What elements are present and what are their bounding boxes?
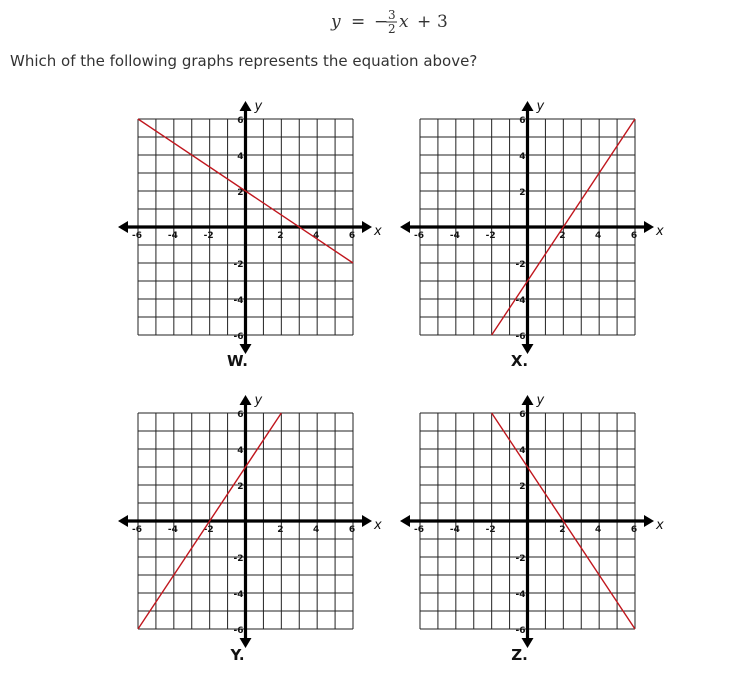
x-axis-arrow-right xyxy=(644,515,654,527)
graph-label: Y. xyxy=(230,646,245,664)
y-tick-label: -6 xyxy=(233,626,244,636)
x-tick-label: -4 xyxy=(449,525,460,535)
y-tick-label: 4 xyxy=(519,446,526,456)
x-tick-label: -4 xyxy=(167,525,178,535)
y-axis-label: y xyxy=(536,99,545,114)
equation-denominator: 2 xyxy=(388,22,396,36)
y-axis-arrow-up xyxy=(240,101,252,111)
x-tick-label: 4 xyxy=(313,231,320,241)
x-tick-label: 4 xyxy=(595,525,602,535)
y-tick-label: 4 xyxy=(519,152,526,162)
y-axis-arrow-up xyxy=(522,395,534,405)
equation-plus: + xyxy=(417,12,432,32)
graph-label: Z. xyxy=(511,646,528,664)
y-axis-label: y xyxy=(536,393,545,408)
question-text: Which of the following graphs represents the equation above? xyxy=(10,52,478,70)
equation-lhs: y xyxy=(331,12,341,32)
x-axis-arrow-left xyxy=(118,221,128,233)
y-axis-label: y xyxy=(254,393,263,408)
x-tick-label: 6 xyxy=(348,525,356,535)
x-tick-label: 2 xyxy=(559,525,566,535)
y-tick-label: 6 xyxy=(237,410,244,420)
y-axis-label: y xyxy=(254,99,263,114)
x-axis-arrow-right xyxy=(362,515,372,527)
y-tick-label: 4 xyxy=(237,152,244,162)
x-tick-label: -6 xyxy=(414,231,424,241)
equation-variable: x xyxy=(399,12,409,32)
x-axis-label: x xyxy=(656,518,664,533)
x-tick-label: -4 xyxy=(167,231,178,241)
x-tick-label: -2 xyxy=(485,231,496,241)
y-axis-arrow-up xyxy=(240,395,252,405)
y-tick-label: 2 xyxy=(519,188,526,198)
x-tick-label: -2 xyxy=(203,231,214,241)
y-tick-label: -6 xyxy=(515,332,526,342)
graph-svg xyxy=(397,392,662,664)
graph-z[interactable] xyxy=(397,392,662,664)
x-axis-label: x xyxy=(656,224,664,239)
x-tick-label: -2 xyxy=(485,525,496,535)
y-tick-label: 4 xyxy=(237,446,244,456)
y-tick-label: -2 xyxy=(233,554,244,564)
x-tick-label: -6 xyxy=(132,525,142,535)
x-tick-label: -2 xyxy=(203,525,214,535)
y-tick-label: 2 xyxy=(519,482,526,492)
x-tick-label: 4 xyxy=(313,525,320,535)
graph-w[interactable] xyxy=(115,98,380,370)
equation-sign: − xyxy=(374,12,389,32)
y-tick-label: 2 xyxy=(237,188,244,198)
x-tick-label: 2 xyxy=(559,231,566,241)
x-tick-label: -4 xyxy=(449,231,460,241)
y-tick-label: -6 xyxy=(233,332,244,342)
x-tick-label: -6 xyxy=(414,525,424,535)
x-axis-arrow-left xyxy=(400,515,410,527)
x-axis-label: x xyxy=(374,518,382,533)
graph-svg xyxy=(397,98,662,370)
graph-y[interactable] xyxy=(115,392,380,664)
y-tick-label: -2 xyxy=(233,260,244,270)
y-axis-arrow-up xyxy=(522,101,534,111)
x-tick-label: -6 xyxy=(132,231,142,241)
y-tick-label: 6 xyxy=(237,116,244,126)
y-tick-label: -4 xyxy=(233,296,244,306)
graph-x[interactable] xyxy=(397,98,662,370)
x-tick-label: 2 xyxy=(277,525,284,535)
equation xyxy=(0,6,751,36)
x-tick-label: 2 xyxy=(277,231,284,241)
equation-constant: 3 xyxy=(437,12,448,32)
y-tick-label: -4 xyxy=(515,590,526,600)
x-tick-label: 6 xyxy=(348,231,356,241)
x-tick-label: 4 xyxy=(595,231,602,241)
x-tick-label: 6 xyxy=(630,525,638,535)
x-axis-arrow-left xyxy=(118,515,128,527)
y-tick-label: -4 xyxy=(233,590,244,600)
y-tick-label: 6 xyxy=(519,410,526,420)
graph-svg xyxy=(115,98,380,370)
y-tick-label: -6 xyxy=(515,626,526,636)
y-tick-label: 6 xyxy=(519,116,526,126)
x-tick-label: 6 xyxy=(630,231,638,241)
x-axis-arrow-left xyxy=(400,221,410,233)
equation-numerator: 3 xyxy=(388,8,396,22)
graph-label: W. xyxy=(226,352,249,370)
y-tick-label: -4 xyxy=(515,296,526,306)
y-tick-label: 2 xyxy=(237,482,244,492)
graph-label: X. xyxy=(510,352,529,370)
equation-equals: = xyxy=(351,12,366,32)
y-tick-label: -2 xyxy=(515,554,526,564)
y-tick-label: -2 xyxy=(515,260,526,270)
x-axis-label: x xyxy=(374,224,382,239)
graph-svg xyxy=(115,392,380,664)
x-axis-arrow-right xyxy=(362,221,372,233)
x-axis-arrow-right xyxy=(644,221,654,233)
